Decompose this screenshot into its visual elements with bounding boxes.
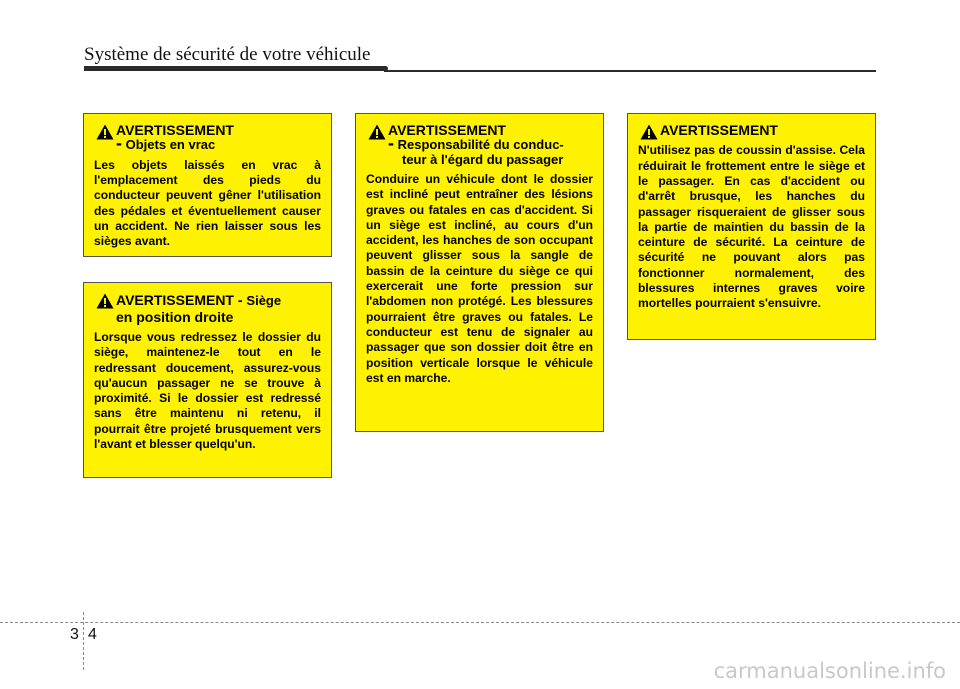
warning-box-driver-responsibility <box>355 113 604 432</box>
warning-heading <box>94 292 321 325</box>
warning-title: AVERTISSEMENT <box>660 122 778 138</box>
warning-heading <box>366 123 593 167</box>
warning-subtitle: en position droite <box>116 308 234 325</box>
warning-subtitle: - Responsabilité du conduc- <box>388 133 564 154</box>
warning-title: AVERTISSEMENT <box>388 122 506 138</box>
warning-subtitle: - Objets en vrac <box>116 133 216 154</box>
warning-title: AVERTISSEMENT <box>116 122 234 138</box>
warning-body: Les objets laissés en vrac à l'emplacement des pieds du conducteur peuvent gêner l'utilisation des pédales et éventuellement causer un accident. Ne rien laisser sous les sièges avant. <box>94 157 321 249</box>
warning-title-line: AVERTISSEMENT - Siège <box>116 292 282 308</box>
watermark: carmanualsonline.info <box>713 659 946 683</box>
page-number: 4 <box>88 626 97 643</box>
footer-dashed-divider <box>83 612 84 670</box>
warning-box-loose-objects <box>83 113 332 257</box>
header-rule-thin <box>384 70 876 72</box>
warning-triangle-icon <box>640 124 658 140</box>
header-title: Système de sécurité de votre véhicule <box>84 44 371 65</box>
warning-body: Lorsque vous redressez le dossier du siège, maintenez-le tout en le redressant doucement, assurez-vous qu'aucun passager ne se trouve à proximité. Si le dossier est redressé sans être maintenu ni retenu, il pourrait être projeté brusquement vers l'avant et blesser quelqu'un. <box>94 329 321 452</box>
warning-heading <box>94 123 321 153</box>
warning-heading <box>638 123 865 138</box>
footer-dashed-rule <box>0 622 960 623</box>
warning-subtitle-2: teur à l'égard du passager <box>402 151 564 167</box>
warning-body: Conduire un véhicule dont le dossier est incliné peut entraîner des lésions graves ou fatales en cas d'accident. Si un siège est incliné, au cours d'un accident, les hanches de son occupant peuvent glisser sous la sangle de bassin de la ceinture du siège ce qui exercerait une forte pression sur l'abdomen non protégé. Les blessures pourraient être graves ou fatales. Le conducteur est tenu de signaler au passager que son dossier doit être en position verticale lorsque le véhicule est en marche. <box>366 171 593 385</box>
chapter-number: 3 <box>70 626 79 643</box>
warning-box-seat-cushion <box>627 113 876 340</box>
warning-triangle-icon <box>368 124 386 140</box>
warning-triangle-icon <box>96 293 114 309</box>
header-rule-thick <box>84 66 388 71</box>
warning-body: N'utilisez pas de coussin d'assise. Cela réduirait le frottement entre le siège et le passager. En cas d'accident ou d'arrêt brusque, les hanches du passager risqueraient de glisser sous la partie de maintien du bassin de la ceinture de sécurité. La ceinture de sécurité ne pouvant alors pas fonctionner normalement, des blessures internes graves voire mortelles pourraient s'ensuivre. <box>638 143 865 311</box>
warning-triangle-icon <box>96 124 114 140</box>
warning-box-upright-seat <box>83 282 332 478</box>
